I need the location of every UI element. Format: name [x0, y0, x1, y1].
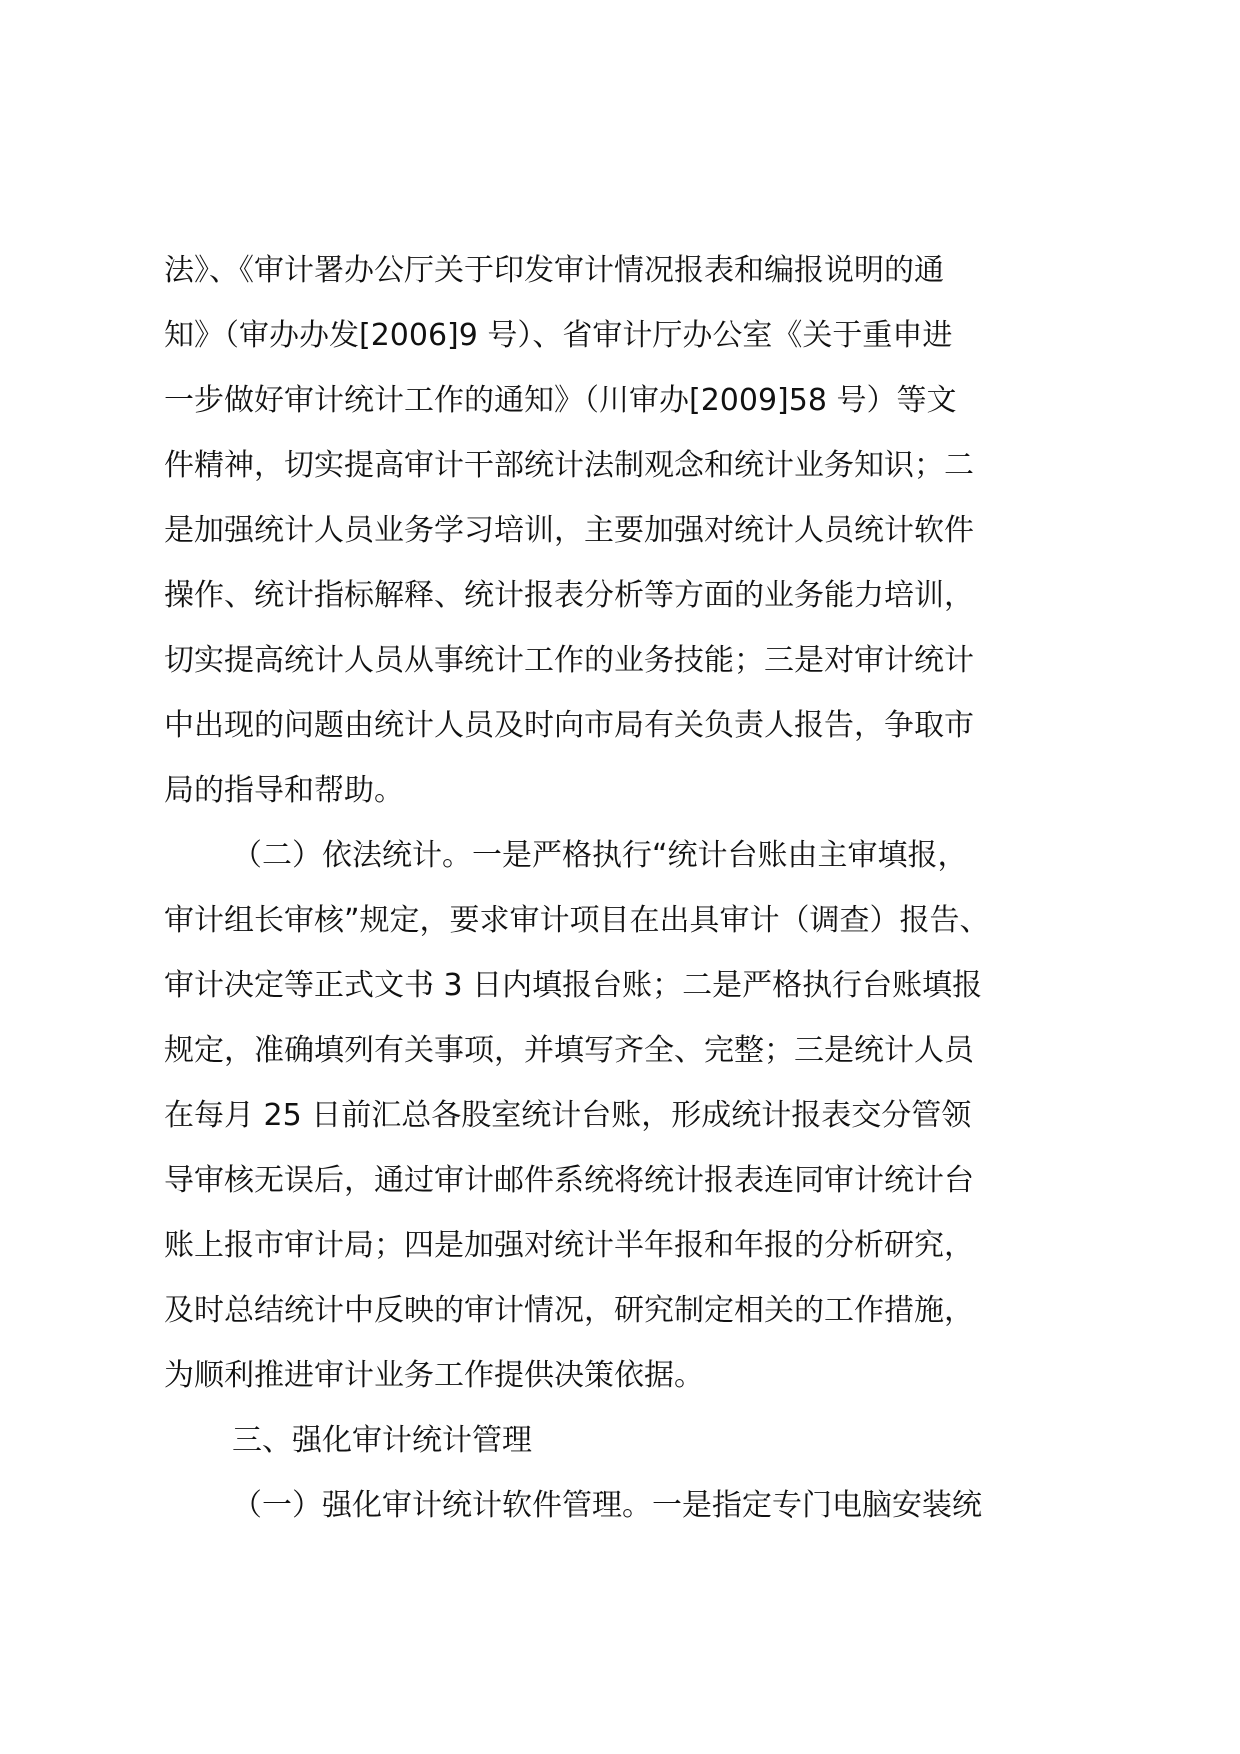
body-line: 法》、《审计署办公厅关于印发审计情况报表和编报说明的通: [164, 253, 944, 288]
paragraph-heading-line: （一）强化审计统计软件管理。一是指定专门电脑安装统: [232, 1488, 982, 1523]
section-heading: 三、强化审计统计管理: [232, 1423, 532, 1458]
body-line: 账上报市审计局；四是加强对统计半年报和年报的分析研究，: [164, 1228, 974, 1263]
body-line: 知》（审办办发[2006]9 号）、省审计厅办公室《关于重申进: [164, 318, 953, 353]
paragraph-heading-line: （二）依法统计。一是严格执行“统计台账由主审填报，: [232, 838, 968, 873]
body-line: 一步做好审计统计工作的通知》（川审办[2009]58 号）等文: [164, 383, 957, 418]
body-line: 在每月 25 日前汇总各股室统计台账，形成统计报表交分管领: [164, 1098, 972, 1133]
body-line: 及时总结统计中反映的审计情况，研究制定相关的工作措施，: [164, 1293, 974, 1328]
body-line: 是加强统计人员业务学习培训，主要加强对统计人员统计软件: [164, 513, 974, 548]
body-line: 导审核无误后，通过审计邮件系统将统计报表连同审计统计台: [164, 1163, 974, 1198]
body-line: 操作、统计指标解释、统计报表分析等方面的业务能力培训，: [164, 578, 974, 613]
body-line: 中出现的问题由统计人员及时向市局有关负责人报告，争取市: [164, 708, 974, 743]
body-line: 切实提高统计人员从事统计工作的业务技能；三是对审计统计: [164, 643, 974, 678]
document-body: [164, 238, 1084, 1538]
body-line: 规定，准确填列有关事项，并填写齐全、完整；三是统计人员: [164, 1033, 974, 1068]
body-line: 审计决定等正式文书 3 日内填报台账；二是严格执行台账填报: [164, 968, 983, 1003]
body-line: 为顺利推进审计业务工作提供决策依据。: [164, 1358, 704, 1393]
body-line: 件精神，切实提高审计干部统计法制观念和统计业务知识；二: [164, 448, 974, 483]
body-line: 局的指导和帮助。: [164, 773, 404, 808]
body-line: 审计组长审核”规定，要求审计项目在出具审计（调查）报告、: [164, 903, 990, 938]
